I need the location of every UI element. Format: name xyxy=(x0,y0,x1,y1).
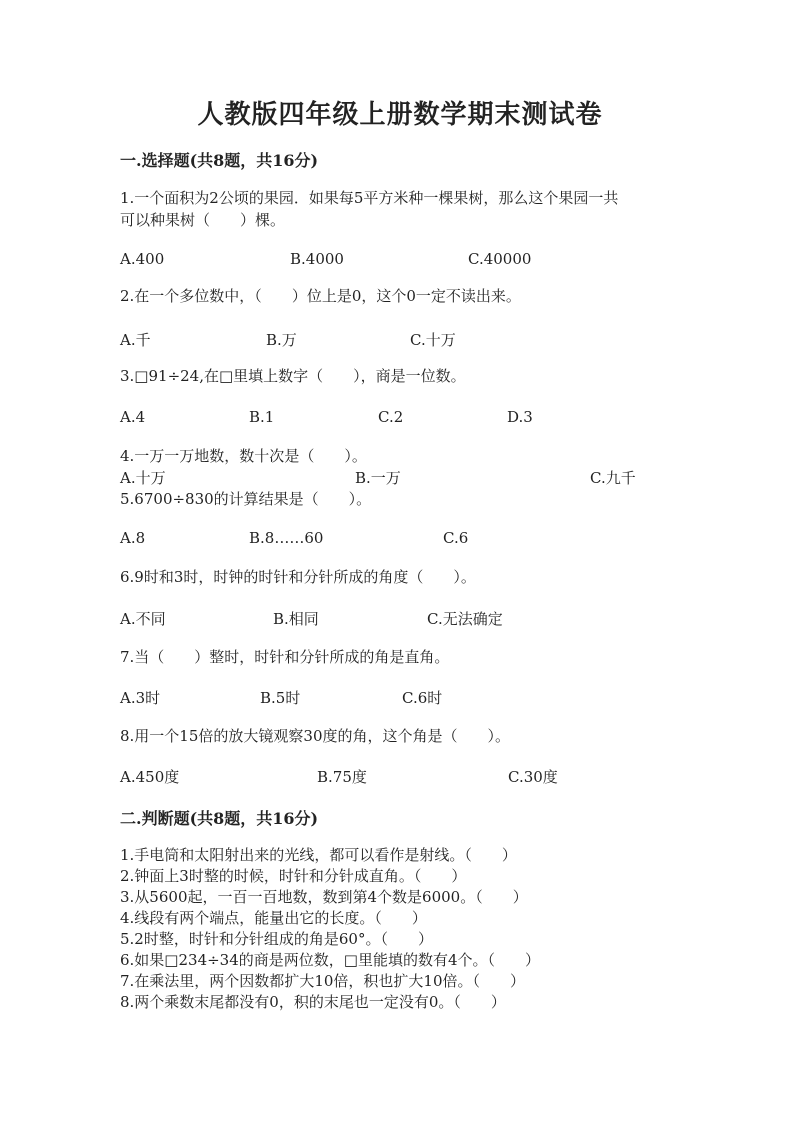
question-2-option-a: A.千 xyxy=(120,331,151,349)
question-7-option-a: A.3时 xyxy=(120,689,161,707)
question-4-option-c: C.九千 xyxy=(590,469,636,487)
question-3-option-c: C.2 xyxy=(378,408,404,426)
question-7-line-1: 7.当（ ）整时，时针和分针所成的角是直角。 xyxy=(120,648,450,666)
question-1-line-1: 1.一个面积为2公顷的果园．如果每5平方米种一棵果树，那么这个果园一共 xyxy=(120,189,619,207)
question-8-line-1: 8.用一个15倍的放大镜观察30度的角，这个角是（ ）。 xyxy=(120,727,510,745)
section-choice-header: 一.选择题(共8题，共16分) xyxy=(120,151,319,170)
question-6-option-a: A.不同 xyxy=(120,610,166,628)
question-8-option-c: C.30度 xyxy=(508,768,558,786)
question-6-line-1: 6.9时和3时，时钟的时针和分针所成的角度（ ）。 xyxy=(120,568,476,586)
question-1-option-c: C.40000 xyxy=(468,250,532,268)
question-4-option-a: A.十万 xyxy=(120,469,166,487)
judgment-item-4: 4.线段有两个端点，能量出它的长度。（ ） xyxy=(120,909,427,927)
judgment-item-7: 7.在乘法里，两个因数都扩大10倍，积也扩大10倍。（ ） xyxy=(120,972,525,990)
judgment-item-3: 3.从5600起，一百一百地数，数到第4个数是6000。（ ） xyxy=(120,888,528,906)
question-5-option-a: A.8 xyxy=(120,529,146,547)
question-4-option-b: B.一万 xyxy=(355,469,401,487)
question-5-line-1: 5.6700÷830的计算结果是（ ）。 xyxy=(120,490,372,508)
question-8-option-a: A.450度 xyxy=(120,768,180,786)
question-4-line-1: 4.一万一万地数，数十次是（ ）。 xyxy=(120,447,367,465)
question-6-option-c: C.无法确定 xyxy=(427,610,503,628)
question-6-option-b: B.相同 xyxy=(273,610,319,628)
question-3-option-b: B.1 xyxy=(249,408,275,426)
question-2-option-c: C.十万 xyxy=(410,331,456,349)
question-2-option-b: B.万 xyxy=(266,331,297,349)
question-7-option-b: B.5时 xyxy=(260,689,301,707)
section-judgment-header: 二.判断题(共8题，共16分) xyxy=(120,809,319,828)
judgment-item-8: 8.两个乘数末尾都没有0，积的末尾也一定没有0。（ ） xyxy=(120,993,506,1011)
question-1-line-2: 可以种果树（ ）棵。 xyxy=(120,211,286,229)
question-5-option-b: B.8……60 xyxy=(249,529,324,547)
judgment-item-5: 5.2时整，时针和分针组成的角是60°。（ ） xyxy=(120,930,433,948)
question-7-option-c: C.6时 xyxy=(402,689,443,707)
question-8-option-b: B.75度 xyxy=(317,768,367,786)
judgment-item-1: 1.手电筒和太阳射出来的光线，都可以看作是射线。（ ） xyxy=(120,846,517,864)
page-title: 人教版四年级上册数学期末测试卷 xyxy=(197,100,603,130)
question-3-line-1: 3.□91÷24,在□里填上数字（ ），商是一位数。 xyxy=(120,367,466,385)
question-3-option-d: D.3 xyxy=(507,408,533,426)
judgment-item-6: 6.如果□234÷34的商是两位数，□里能填的数有4个。（ ） xyxy=(120,951,540,969)
question-5-option-c: C.6 xyxy=(443,529,469,547)
judgment-item-2: 2.钟面上3时整的时候，时针和分针成直角。（ ） xyxy=(120,867,467,885)
question-1-option-b: B.4000 xyxy=(290,250,344,268)
question-1-option-a: A.400 xyxy=(120,250,165,268)
question-2-line-1: 2.在一个多位数中，（ ）位上是0，这个0一定不读出来。 xyxy=(120,287,521,305)
question-3-option-a: A.4 xyxy=(120,408,146,426)
